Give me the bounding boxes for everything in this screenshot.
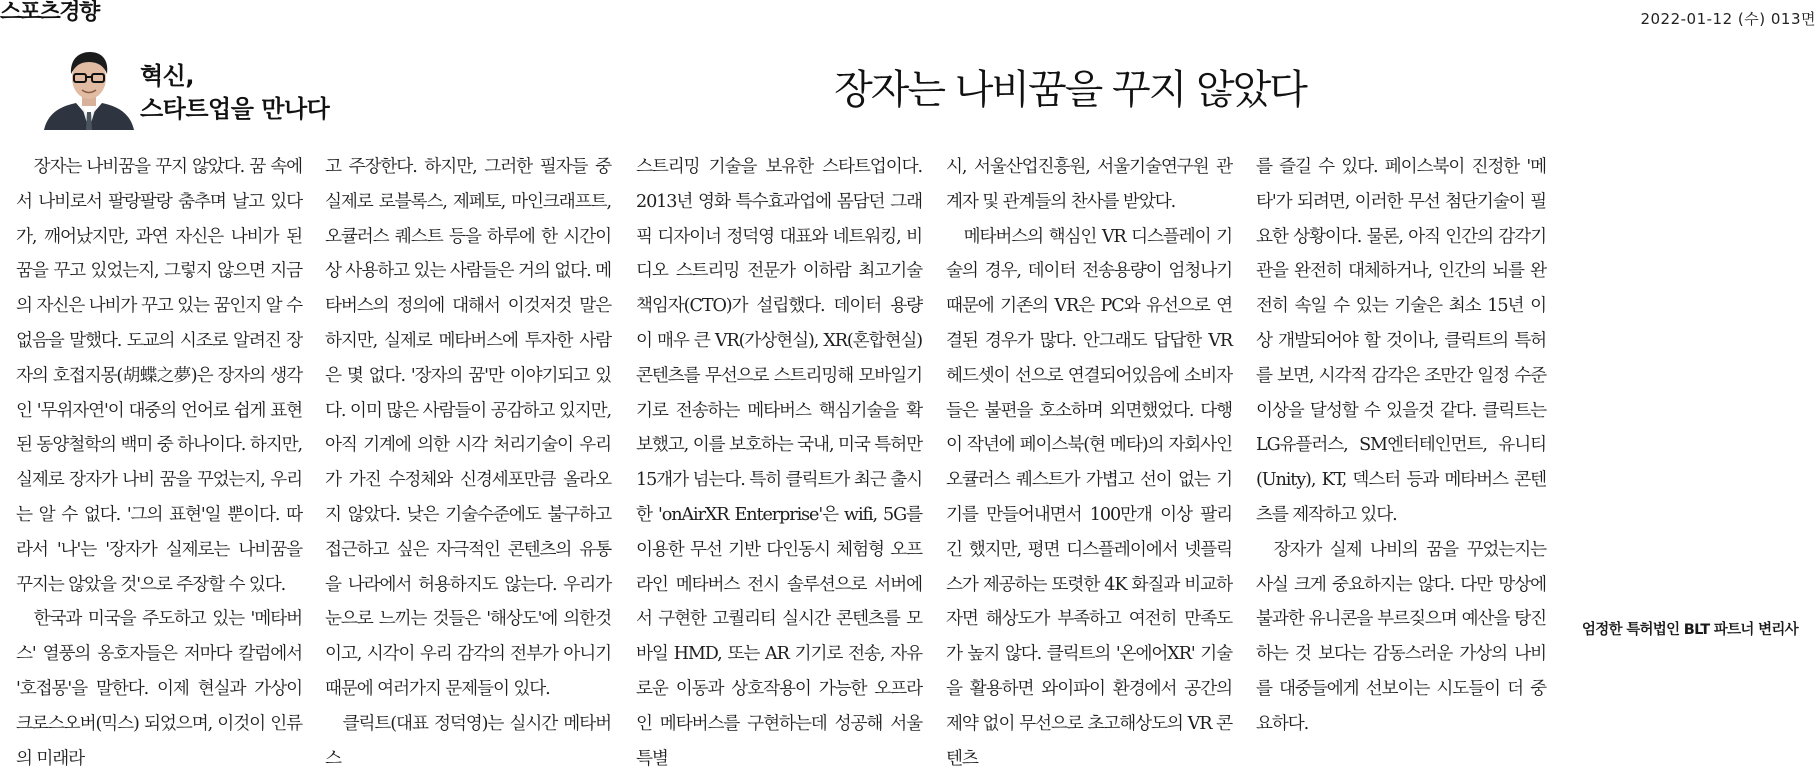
- article-column-5: [1256, 150, 1546, 742]
- article-paragraph: 를 즐길 수 있다. 페이스북이 진정한 '메타'가 되려면, 이러한 무선 첨단기술이 필요한 상황이다. 물론, 아직 인간의 감각기관을 완전히 대체하거나, 인간의 뇌를 완전히 속일 수 있는 기술은 최소 15년 이상 개발되어야 할 것이나, 클릭트의 특허를 보면, 시각적 감각은 조만간 일정 수준 이상을 달성할 수 있을것 같다. 클릭트는 LG유플러스, SM엔터테인먼트, 유니티(Unity), KT, 덱스터 등과 메타버스 콘텐츠를 제작하고 있다.: [1256, 157, 1546, 525]
- series-title-line2: 스타트업을 만나다: [140, 95, 330, 123]
- article-paragraph: 스트리밍 기술을 보유한 스타트업이다. 2013년 영화 특수효과업에 몸담던 그래픽 디자이너 정덕영 대표와 네트워킹, 비디오 스트리밍 전문가 이하람 최고기술책임자(CTO)가 설립했다. 데이터 용량이 매우 큰 VR(가상현실), XR(혼합현실) 콘텐츠를 무선으로 스트리밍해 모바일기기로 전송하는 메타버스 핵심기술을 확보했고, 이를 보호하는 국내, 미국 특허만 15개가 넘는다. 특히 클릭트가 최근 출시한 'onAirXR Enterprise'은 wifi, 5G를 이용한 무선 기반 다인동시 체험형 오프라인 메타버스 전시 솔루션으로 서버에서 구현한 고퀄리티 실시간 콘텐츠를 모바일 HMD, 또는 AR 기기로 전송, 자유로운 이동과 상호작용이 가능한 오프라인 메타버스를 구현하는데 성공해 서울특별: [636, 157, 922, 769]
- article-column-2: [325, 150, 611, 776]
- series-title-line1: 혁신,: [140, 62, 194, 90]
- article-paragraph: 장자는 나비꿈을 꾸지 않았다. 꿈 속에서 나비로서 팔랑팔랑 춤추며 날고 있다가, 깨어났지만, 과연 자신은 나비가 된 꿈을 꾸고 있었는지, 그렇지 않으면 지금의 자신은 나비가 꾸고 있는 꿈인지 알 수 없음을 말했다. 도교의 시조로 알려진 장자의 호접지몽(胡蝶之夢)은 장자의 생각인 '무위자연'이 대중의 언어로 쉽게 표현된 동양철학의 백미 중 하나이다. 하지만, 실제로 장자가 나비 꿈을 꾸었는지, 우리는 알 수 없다. '그의 표현'일 뿐이다. 따라서 '나'는 '장자가 실제로는 나비꿈을 꾸지는 않았을 것'으로 주장할 수 있다.: [16, 157, 302, 595]
- article-column-3: [636, 150, 922, 776]
- author-portrait: [40, 46, 138, 130]
- article-column-4: [946, 150, 1232, 776]
- author-byline: 엄정한 특허법인 BLT 파트너 변리사: [1581, 622, 1798, 638]
- article-paragraph: 장자가 실제 나비의 꿈을 꾸었는지는 사실 크게 중요하지는 않다. 다만 망상에 불과한 유니콘을 부르짖으며 예산을 탕진하는 것 보다는 감동스러운 가상의 나비를 대중들에게 선보이는 시도들이 더 중요하다.: [1256, 539, 1546, 734]
- article-paragraph: 메타버스의 핵심인 VR 디스플레이 기술의 경우, 데이터 전송용량이 엄청나기 때문에 기존의 VR은 PC와 유선으로 연결된 경우가 많다. 안그래도 답답한 VR헤드셋이 선으로 연결되어있음에 소비자들은 불편을 호소하며 외면했었다. 다행이 작년에 페이스북(현 메타)의 자회사인 오큘러스 퀘스트가 가볍고 선이 없는 기기를 만들어내면서 100만개 이상 팔리긴 했지만, 평면 디스플레이에서 넷플릭스가 제공하는 또렷한 4K 화질과 비교하자면 해상도가 부족하고 여전히 만족도가 높지 않다. 클릭트의 '온에어XR' 기술을 활용하면 와이파이 환경에서 공간의 제약 없이 무선으로 초고해상도의 VR 콘텐츠: [946, 226, 1232, 769]
- series-title: [140, 60, 329, 126]
- page-dateline: 2022-01-12 (수) 013면: [1640, 10, 1816, 28]
- article-column-1: [16, 150, 302, 776]
- article-paragraph: 클릭트(대표 정덕영)는 실시간 메타버스: [325, 713, 611, 769]
- article-paragraph: 고 주장한다. 하지만, 그러한 필자들 중 실제로 로블록스, 제페토, 마인크래프트, 오큘러스 퀘스트 등을 하루에 한 시간이상 사용하고 있는 사람들은 거의 없다. 메타버스의 정의에 대해서 이것저것 말은 하지만, 실제로 메타버스에 투자한 사람은 몇 없다. '장자의 꿈'만 이야기되고 있다. 이미 많은 사람들이 공감하고 있지만, 아직 기계에 의한 시각 처리기술이 우리가 가진 수정체와 신경세포만큼 올라오지 않았다. 낮은 기술수준에도 불구하고 접근하고 싶은 자극적인 콘텐츠의 유통을 나라에서 허용하지도 않는다. 우리가 눈으로 느끼는 것들은 '해상도'에 의한것이고, 시각이 우리 감각의 전부가 아니기 때문에 여러가지 문제들이 있다.: [325, 157, 611, 699]
- article-paragraph: 한국과 미국을 주도하고 있는 '메타버스' 열풍의 옹호자들은 저마다 칼럼에서 '호접몽'을 말한다. 이제 현실과 가상이 크로스오버(믹스) 되었으며, 이것이 인류의 미래라: [16, 609, 302, 769]
- newspaper-masthead: 스포츠경향: [0, 0, 99, 25]
- article-paragraph: 시, 서울산업진흥원, 서울기술연구원 관계자 및 관계들의 찬사를 받았다.: [946, 157, 1232, 212]
- article-headline: 장자는 나비꿈을 꾸지 않았다: [834, 67, 1306, 113]
